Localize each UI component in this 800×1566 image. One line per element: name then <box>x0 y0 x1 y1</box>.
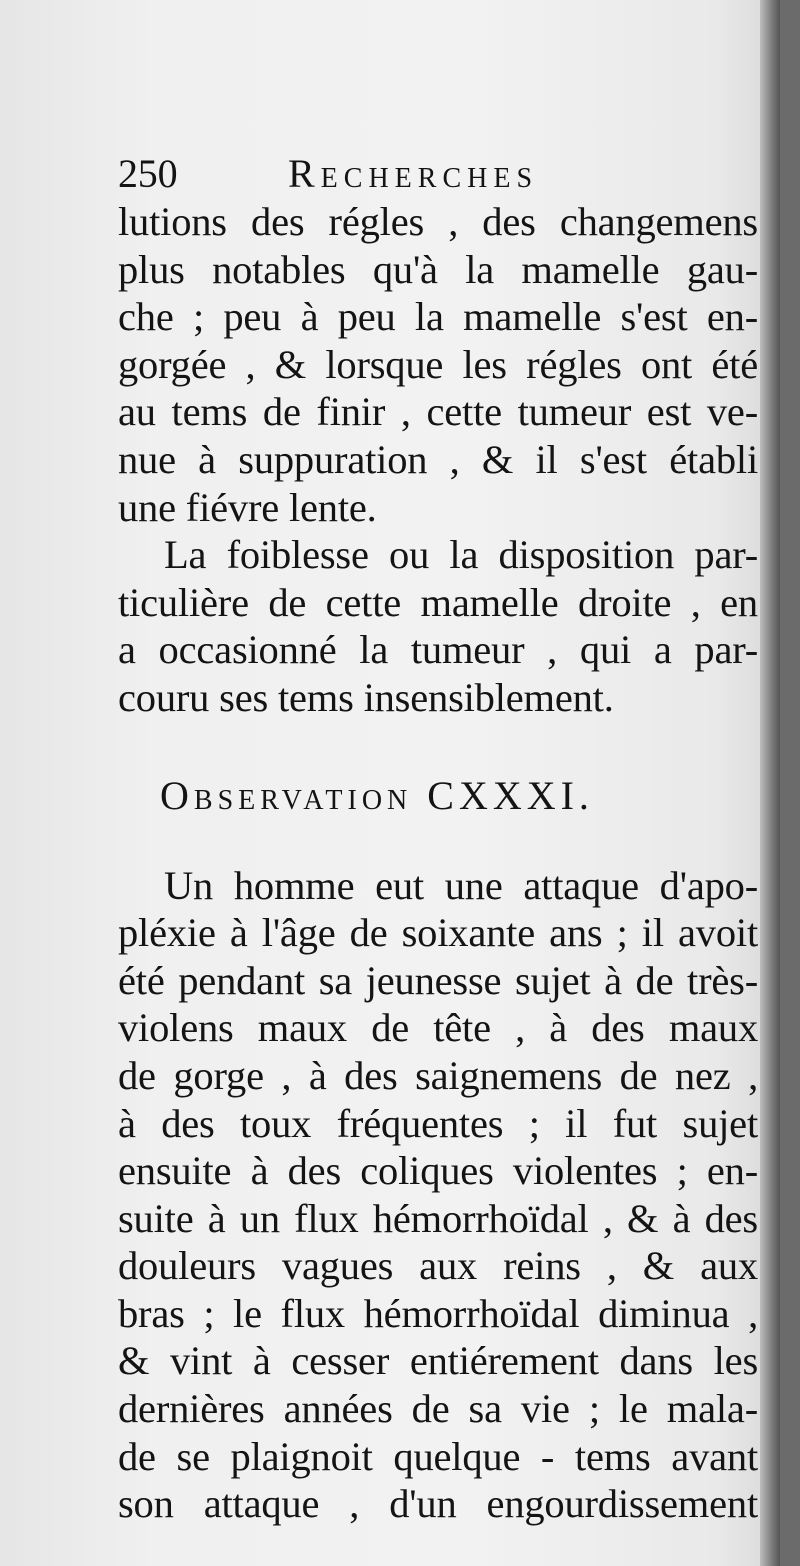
text-line: à des toux fréquentes ; il fut sujet <box>118 1100 758 1146</box>
text-block <box>118 150 758 1528</box>
text-line: au tems de finir , cette tumeur est ve- <box>118 389 758 435</box>
text-line: violens maux de tête , à des maux <box>118 1005 758 1051</box>
text-line: été pendant sa jeunesse sujet à de très- <box>118 957 758 1003</box>
text-line: lutions des régles , des changemens <box>118 199 758 244</box>
text-line: che ; peu à peu la mamelle s'est en- <box>118 294 758 340</box>
text-line: couru ses tems insensiblement. <box>118 674 614 720</box>
text-line: de se plaignoit quelque - tems avant <box>118 1433 758 1479</box>
page-header <box>118 150 758 198</box>
text-line: a occasionné la tumeur , qui a par- <box>118 627 758 673</box>
text-line: Un homme eut une attaque d'apo- <box>164 862 758 908</box>
text-line: une fiévre lente. <box>118 484 377 530</box>
paragraph-2 <box>118 531 758 721</box>
text-line: son attaque , d'un engourdissement <box>118 1481 758 1527</box>
text-line: suite à un flux hémorrhoïdal , & à des <box>118 1195 758 1241</box>
page-number: 250 <box>118 151 178 196</box>
text-line: pléxie à l'âge de soixante ans ; il avoit <box>118 910 758 956</box>
text-line: La foiblesse ou la disposition par- <box>164 532 758 578</box>
text-line: de gorge , à des saignemens de nez , <box>118 1052 758 1098</box>
text-line: dernières années de sa vie ; le mala- <box>118 1386 758 1432</box>
text-line: nue à suppuration , & il s'est établi <box>118 436 758 482</box>
text-line: gorgée , & lorsque les régles ont été <box>118 341 758 387</box>
paragraph-3 <box>118 862 758 1528</box>
text-line: plus notables qu'à la mamelle gau- <box>118 246 758 292</box>
running-head: Recherches <box>288 151 539 196</box>
book-spine-shadow <box>760 0 780 1566</box>
text-line: ticulière de cette mamelle droite , en <box>118 579 758 625</box>
paragraph-1 <box>118 198 758 531</box>
text-line: ensuite à des coliques violentes ; en- <box>118 1148 758 1194</box>
observation-heading: Observation CXXXI. <box>160 772 594 818</box>
text-line: & vint à cesser entiérement dans les <box>118 1338 758 1384</box>
text-line: douleurs vagues aux reins , & aux <box>118 1243 758 1289</box>
text-line: bras ; le flux hémorrhoïdal diminua , <box>118 1290 758 1336</box>
